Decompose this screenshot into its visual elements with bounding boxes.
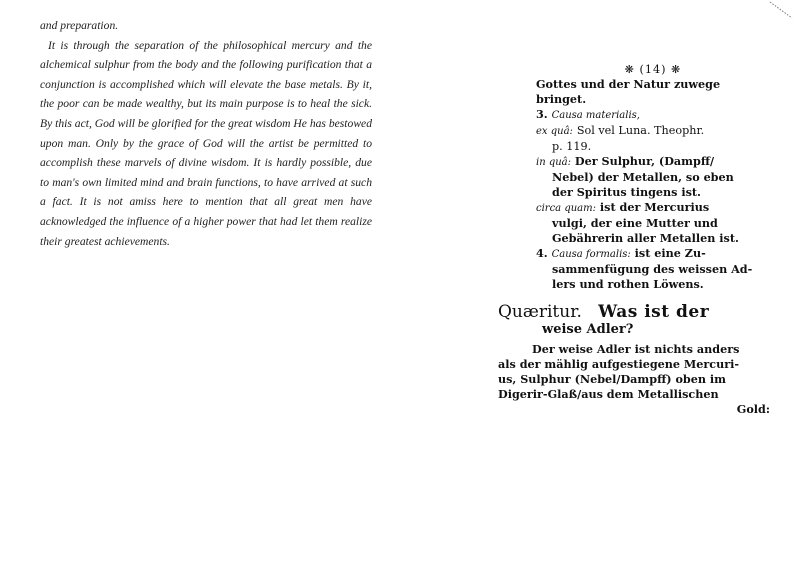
item-number: 3. [536, 107, 548, 121]
paragraph-main: It is through the separation of the philosophical mercury and the alchemical sulphur from the body and the following purification that a conjunction is accomplished which will elevate the base metals. By it, the poor can be made wealthy, but its main purpose is to heal the sick. By this act, God will be glorified for the great wisdom He has bestowed upon man. Only by the grace of God will the artist be permitted to accomplish these marvels of divine wisdom. It is hardly possible, due to man's own limited mind and brain functions, to have arrived at such a fact. It is not amiss here to mention that all great men have acknowledged the influence of a higher power that had let them realize their greatest achievements. [40, 38, 372, 248]
question-heading [498, 303, 770, 321]
quaeritur: Quæritur. [498, 302, 582, 322]
question-line-2: weise Adler? [542, 322, 634, 337]
scan-line: Gebährerin aller Metallen ist. [552, 231, 739, 245]
page-number: ❋ (14) ❋ [624, 63, 682, 76]
item-3 [498, 107, 770, 123]
ex-qua-text: Sol vel Luna. Theophr. [576, 124, 705, 137]
scan-line: Gottes und der Natur zuwege [536, 77, 721, 91]
scan-line: bringet. [536, 92, 587, 106]
left-page-text [40, 16, 372, 251]
in-qua-line [498, 154, 770, 170]
ex-qua-line [498, 123, 770, 139]
circa-quam-line [498, 200, 770, 216]
in-qua-text: Der Sulphur, (Dampff/ [574, 154, 715, 168]
ex-qua-label: ex quâ: [536, 126, 573, 137]
in-qua-label: in quâ: [536, 157, 571, 168]
item-label: Causa materialis, [551, 110, 640, 121]
item-label: Causa formalis: [551, 249, 631, 260]
scan-line: p. 119. [552, 140, 592, 153]
answer-line: als der mählig aufgestiegene Mercuri- [498, 357, 740, 371]
scan-line: der Spiritus tingens ist. [552, 185, 701, 199]
scan-line: sammenfügung des weissen Ad- [552, 262, 753, 276]
paragraph-continuation: and preparation. [40, 19, 119, 32]
answer-line: Gold: [736, 402, 770, 416]
answer-line: Digerir-Glaß/aus dem Metallischen [498, 387, 719, 401]
item-number: 4. [536, 246, 548, 260]
circa-quam-text: ist der Mercurius [599, 200, 710, 214]
scan-line: vulgi, der eine Mutter und [552, 216, 718, 230]
scanned-page [498, 62, 770, 417]
item-text: ist eine Zu- [634, 246, 706, 260]
scan-line: Nebel) der Metallen, so eben [552, 170, 734, 184]
item-4 [498, 246, 770, 262]
answer-line: us, Sulphur (Nebel/Dampff) oben im [498, 372, 726, 386]
scan-line: lers und rothen Löwens. [552, 277, 704, 291]
answer-line: Der weise Adler ist nichts anders [532, 342, 740, 356]
question-text: Was ist der [598, 302, 710, 322]
scan-corner-artifact [764, 0, 794, 20]
circa-quam-label: circa quam: [536, 203, 596, 214]
